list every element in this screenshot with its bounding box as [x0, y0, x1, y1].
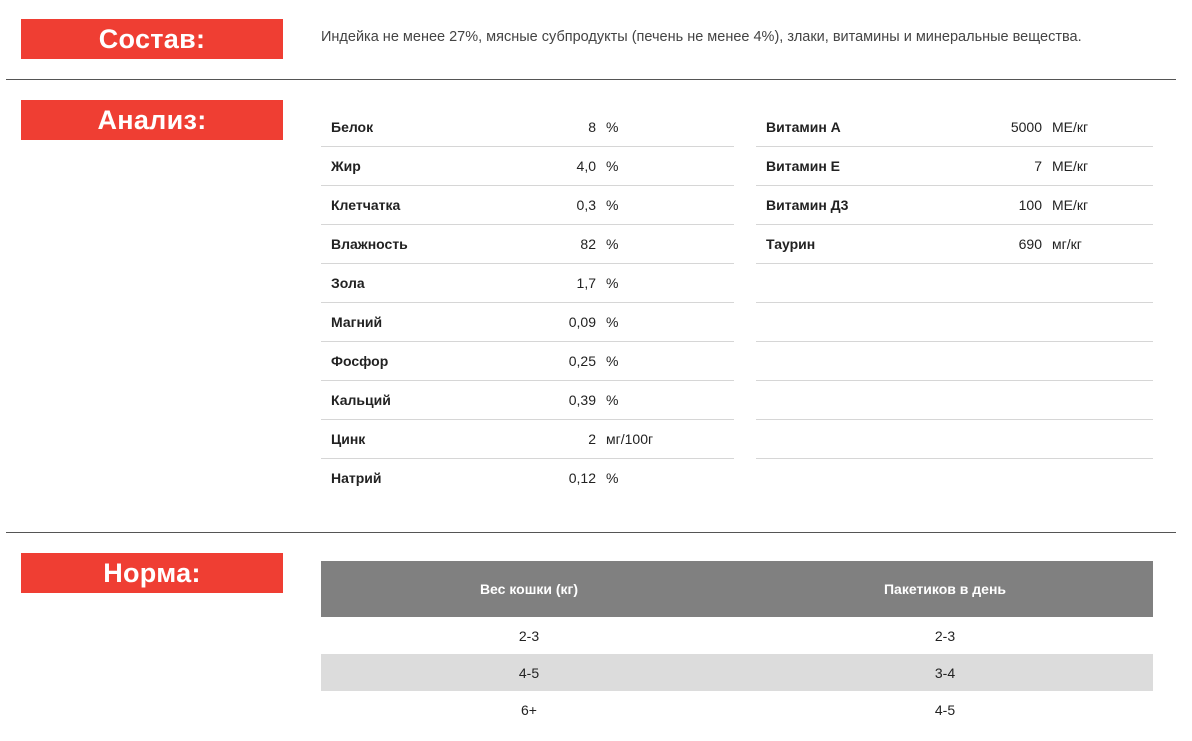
nutrient-unit: % [606, 119, 619, 135]
nutrient-unit: % [606, 314, 619, 330]
nutrient-name: Витамин Д3 [766, 197, 849, 213]
column-header: Пакетиков в день [737, 561, 1153, 617]
table-row [321, 459, 734, 497]
nutrient-name: Магний [331, 314, 383, 330]
nutrient-name: Натрий [331, 470, 382, 486]
norm-label: Норма: [21, 553, 283, 593]
table-row [756, 225, 1153, 264]
nutrient-name: Клетчатка [331, 197, 401, 213]
table-header-row [321, 561, 1153, 617]
nutrient-value: 1,7 [576, 275, 596, 291]
nutrient-name: Кальций [331, 392, 391, 408]
nutrient-value: 5000 [1010, 119, 1042, 135]
composition-text: Индейка не менее 27%, мясные субпродукты (печень не менее 4%), злаки, витамины и минеральные вещества. [321, 29, 1082, 45]
table-row [756, 147, 1153, 186]
nutrient-value: 82 [580, 236, 596, 252]
composition-label: Состав: [21, 19, 283, 59]
nutrient-value: 4,0 [576, 158, 596, 174]
nutrient-unit: МЕ/кг [1052, 158, 1089, 174]
pouches-per-day-cell: 4-5 [934, 701, 956, 718]
table-row [756, 108, 1153, 147]
table-row [756, 186, 1153, 225]
nutrient-unit: % [606, 353, 619, 369]
nutrient-unit: % [606, 236, 619, 252]
nutrient-value: 7 [1034, 158, 1042, 174]
nutrient-unit: МЕ/кг [1052, 119, 1089, 135]
pouches-per-day-cell: 3-4 [737, 654, 1153, 691]
nutrient-value: 0,25 [568, 353, 596, 369]
cat-weight-cell: 2-3 [518, 627, 540, 644]
nutrient-value: 8 [588, 119, 596, 135]
pouches-per-day-cell: 2-3 [934, 627, 956, 644]
nutrient-value: 0,3 [576, 197, 596, 213]
nutrient-unit: % [606, 158, 619, 174]
nutrient-unit: % [606, 275, 619, 291]
nutrient-name: Таурин [766, 236, 816, 252]
nutrient-name: Белок [331, 119, 374, 135]
nutrient-name: Зола [331, 275, 365, 291]
table-row [321, 303, 734, 342]
nutrient-value: 2 [588, 431, 596, 447]
nutrient-name: Витамин Е [766, 158, 841, 174]
table-row [756, 381, 1153, 420]
table-row [321, 342, 734, 381]
table-row [321, 381, 734, 420]
nutrient-unit: мг/100г [606, 431, 654, 447]
nutrient-name: Влажность [331, 236, 408, 252]
norm-table [321, 561, 1153, 728]
nutrient-unit: % [606, 197, 619, 213]
table-row [321, 654, 1153, 691]
table-row [756, 342, 1153, 381]
table-row [321, 617, 1153, 654]
table-row [321, 225, 734, 264]
cat-weight-cell: 6+ [521, 701, 537, 718]
nutrient-unit: мг/кг [1052, 236, 1082, 252]
table-row [756, 303, 1153, 342]
nutrient-value: 0,09 [568, 314, 596, 330]
nutrient-name: Цинк [331, 431, 366, 447]
nutrient-value: 0,39 [568, 392, 596, 408]
table-row [321, 186, 734, 225]
nutrient-value: 0,12 [568, 470, 596, 486]
nutrient-name: Витамин А [766, 119, 841, 135]
table-row [321, 420, 734, 459]
nutrient-unit: МЕ/кг [1052, 197, 1089, 213]
nutrient-unit: % [606, 470, 619, 486]
table-row [321, 108, 734, 147]
analysis-table-left [321, 108, 734, 497]
divider [6, 532, 1176, 533]
table-row [321, 147, 734, 186]
table-row [321, 264, 734, 303]
column-header: Вес кошки (кг) [321, 561, 737, 617]
nutrient-value: 690 [1018, 236, 1042, 252]
table-row [756, 264, 1153, 303]
nutrient-value: 100 [1018, 197, 1042, 213]
divider [6, 79, 1176, 80]
analysis-label: Анализ: [21, 100, 283, 140]
nutrient-name: Жир [331, 158, 361, 174]
cat-weight-cell: 4-5 [321, 654, 737, 691]
nutrient-unit: % [606, 392, 619, 408]
nutrient-name: Фосфор [331, 353, 389, 369]
table-row [756, 420, 1153, 459]
table-row [321, 691, 1153, 728]
analysis-table-right [756, 108, 1153, 459]
